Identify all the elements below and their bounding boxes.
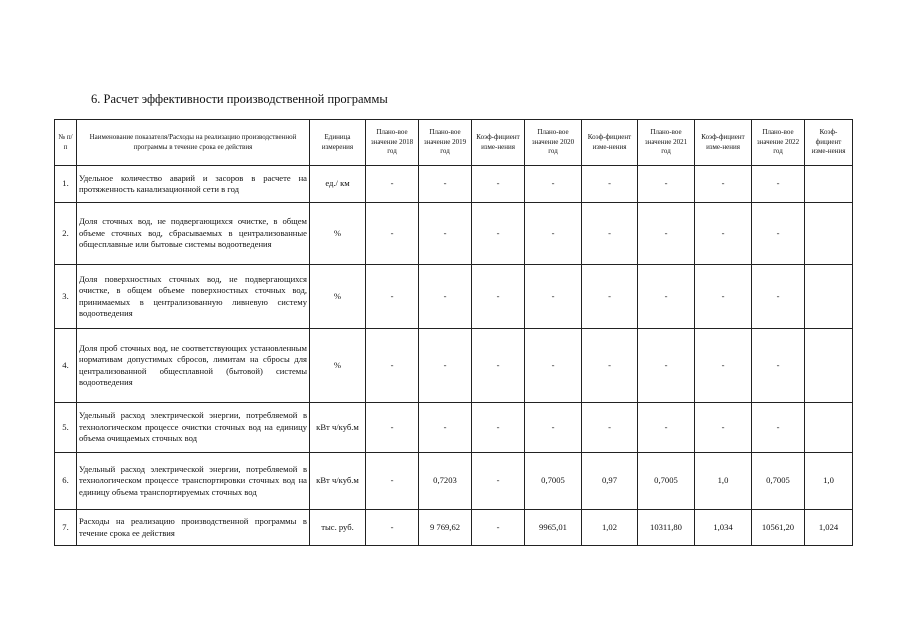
indicator-name: Доля проб сточных вод, не соответствующих установленным нормативам допустимых сбросов, лимитам на сбросы для централизованной общесплавной (бытовой) системы водоотведения	[77, 329, 310, 403]
value-cell: 10311,80	[638, 510, 695, 546]
indicator-name: Доля сточных вод, не подвергающихся очистке, в общем объеме сточных вод, сбрасываемых в централизованные общесплавные или бытовые системы водоотведения	[77, 203, 310, 265]
header-cell-coef-2022: Коэф-фициент изме-нения	[805, 120, 853, 166]
value-cell: -	[472, 203, 525, 265]
indicator-name: Удельный расход электрической энергии, потребляемой в технологическом процессе очистки сточных вод на единицу объема очищаемых сточных вод	[77, 403, 310, 453]
header-cell-plan-2021: Плано-вое значение 2021 год	[638, 120, 695, 166]
value-cell	[805, 166, 853, 203]
header-cell-plan-2022: Плано-вое значение 2022 год	[752, 120, 805, 166]
value-cell: 9 769,62	[419, 510, 472, 546]
indicator-name: Удельный расход электрической энергии, потребляемой в технологическом процессе транспортировки сточных вод на единицу объема транспортируемых сточных вод	[77, 453, 310, 510]
unit-cell: кВт ч/куб.м	[310, 453, 366, 510]
value-cell: -	[419, 403, 472, 453]
value-cell: -	[419, 265, 472, 329]
value-cell: -	[638, 166, 695, 203]
value-cell: 0,7005	[752, 453, 805, 510]
value-cell: -	[752, 329, 805, 403]
value-cell	[805, 403, 853, 453]
row-number: 7.	[55, 510, 77, 546]
value-cell: -	[366, 453, 419, 510]
value-cell: -	[695, 265, 752, 329]
value-cell: -	[582, 329, 638, 403]
row-number: 2.	[55, 203, 77, 265]
header-row	[55, 120, 853, 166]
value-cell: 10561,20	[752, 510, 805, 546]
value-cell: 9965,01	[525, 510, 582, 546]
value-cell: 0,97	[582, 453, 638, 510]
value-cell: -	[752, 265, 805, 329]
row-number: 3.	[55, 265, 77, 329]
value-cell: -	[638, 265, 695, 329]
header-cell-number: № п/п	[55, 120, 77, 166]
header-cell-plan-2020: Плано-вое значение 2020 год	[525, 120, 582, 166]
unit-cell: %	[310, 329, 366, 403]
value-cell: -	[582, 403, 638, 453]
value-cell: -	[525, 203, 582, 265]
value-cell: -	[472, 265, 525, 329]
value-cell: -	[582, 265, 638, 329]
table-row	[55, 510, 853, 546]
value-cell: -	[638, 403, 695, 453]
indicator-name: Расходы на реализацию производственной программы в течение срока ее действия	[77, 510, 310, 546]
table-row	[55, 265, 853, 329]
unit-cell: кВт ч/куб.м	[310, 403, 366, 453]
value-cell: -	[525, 403, 582, 453]
unit-cell: %	[310, 265, 366, 329]
value-cell: -	[419, 166, 472, 203]
value-cell: -	[472, 403, 525, 453]
indicator-name: Удельное количество аварий и засоров в расчете на протяженность канализационной сети в год	[77, 166, 310, 203]
header-cell-coef-2021: Коэф-фициент изме-нения	[695, 120, 752, 166]
value-cell: -	[752, 166, 805, 203]
value-cell: -	[695, 403, 752, 453]
value-cell: -	[366, 403, 419, 453]
value-cell: -	[582, 166, 638, 203]
table-row	[55, 453, 853, 510]
value-cell: -	[472, 329, 525, 403]
value-cell: -	[472, 453, 525, 510]
efficiency-table	[54, 119, 853, 546]
value-cell: -	[695, 166, 752, 203]
value-cell: -	[695, 329, 752, 403]
value-cell: -	[472, 166, 525, 203]
value-cell	[805, 265, 853, 329]
header-cell-plan-2018: Плано-вое значение 2018 год	[366, 120, 419, 166]
value-cell: -	[366, 265, 419, 329]
value-cell: 1,024	[805, 510, 853, 546]
value-cell: 0,7005	[525, 453, 582, 510]
table-row	[55, 203, 853, 265]
value-cell: -	[582, 203, 638, 265]
row-number: 4.	[55, 329, 77, 403]
header-cell-plan-2019: Плано-вое значение 2019 год	[419, 120, 472, 166]
header-cell-coef-2019: Коэф-фициент изме-нения	[472, 120, 525, 166]
header-cell-unit: Единица измерения	[310, 120, 366, 166]
value-cell: -	[419, 329, 472, 403]
value-cell: 0,7005	[638, 453, 695, 510]
value-cell: 1,02	[582, 510, 638, 546]
row-number: 6.	[55, 453, 77, 510]
row-number: 5.	[55, 403, 77, 453]
header-cell-name: Наименование показателя/Расходы на реализацию производственной программы в течение срока ее действия	[77, 120, 310, 166]
section-heading: 6. Расчет эффективности производственной программы	[91, 92, 388, 106]
value-cell: -	[366, 166, 419, 203]
value-cell: -	[366, 329, 419, 403]
value-cell: 1,0	[805, 453, 853, 510]
value-cell: 0,7203	[419, 453, 472, 510]
value-cell	[805, 203, 853, 265]
value-cell: -	[366, 203, 419, 265]
value-cell: -	[472, 510, 525, 546]
header-cell-coef-2020: Коэф-фициент изме-нения	[582, 120, 638, 166]
value-cell: -	[695, 203, 752, 265]
unit-cell: %	[310, 203, 366, 265]
indicator-name: Доля поверхностных сточных вод, не подвергающихся очистке, в общем объеме поверхностных сточных вод, принимаемых в централизованную ливневую систему водоотведения	[77, 265, 310, 329]
value-cell: -	[525, 166, 582, 203]
value-cell: -	[638, 329, 695, 403]
value-cell: -	[525, 265, 582, 329]
value-cell: -	[752, 403, 805, 453]
value-cell: 1,0	[695, 453, 752, 510]
value-cell: -	[638, 203, 695, 265]
table-row	[55, 329, 853, 403]
value-cell: 1,034	[695, 510, 752, 546]
value-cell	[805, 329, 853, 403]
value-cell: -	[525, 329, 582, 403]
table-row	[55, 403, 853, 453]
table-row	[55, 166, 853, 203]
value-cell: -	[419, 203, 472, 265]
unit-cell: тыс. руб.	[310, 510, 366, 546]
value-cell: -	[366, 510, 419, 546]
row-number: 1.	[55, 166, 77, 203]
value-cell: -	[752, 203, 805, 265]
unit-cell: ед./ км	[310, 166, 366, 203]
